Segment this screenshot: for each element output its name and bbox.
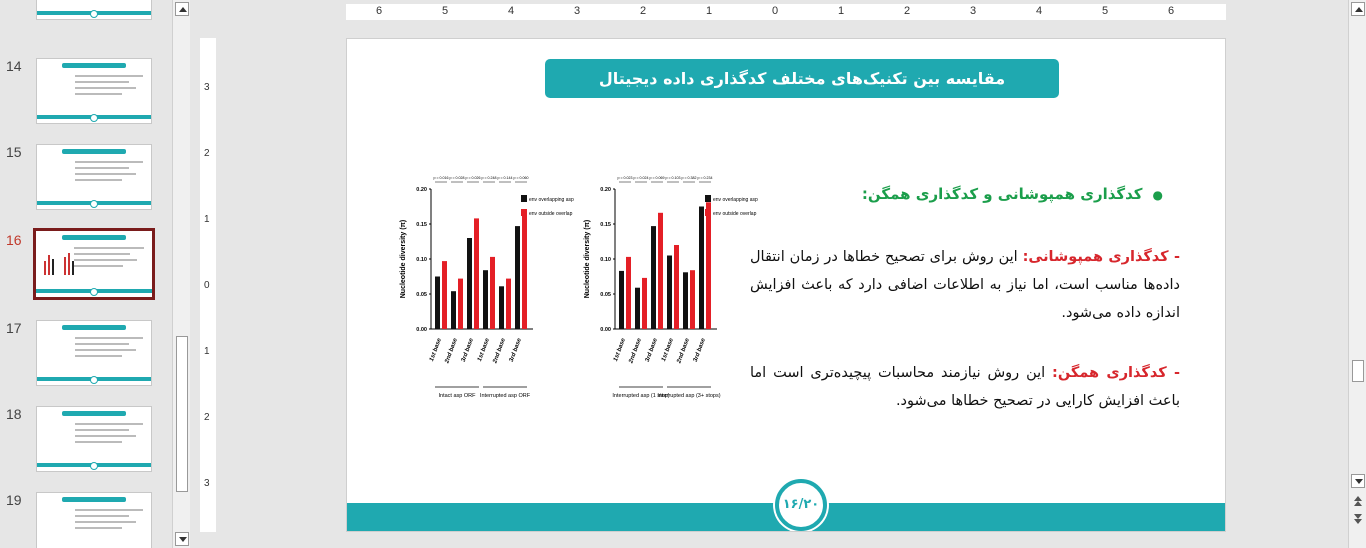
x-tick-label: 2nd base (444, 337, 459, 365)
thumb-title-bar (62, 411, 126, 416)
bar-overlapping (651, 226, 656, 329)
vertical-ruler[interactable] (200, 38, 216, 532)
paragraph-label: - کدگذاری همپوشانی: (1022, 249, 1180, 265)
thumbnail-number: 17 (6, 320, 22, 336)
slide-thumbnail[interactable] (36, 320, 152, 386)
bar-outside (474, 218, 479, 329)
ruler-label: 5 (442, 5, 449, 17)
bar-overlapping (499, 286, 504, 329)
x-tick-label: 1st base (429, 337, 443, 363)
p-value-label: p = 0.023 (617, 176, 633, 180)
bar-outside (690, 270, 695, 329)
thumb-page-circle (90, 288, 98, 296)
paragraph-label: - کدگذاری همگن: (1052, 365, 1180, 381)
slide-thumbnail[interactable] (36, 0, 152, 20)
y-tick-label: 0.15 (416, 222, 427, 228)
bar-outside (674, 245, 679, 329)
slide-thumbnail[interactable] (33, 228, 155, 300)
bar-outside (458, 279, 463, 329)
y-tick-label: 0.15 (600, 222, 611, 228)
thumbnail-row-16[interactable] (0, 232, 172, 312)
legend-swatch (521, 195, 527, 202)
slide-thumbnail[interactable] (36, 144, 152, 210)
paragraph-text: این روش برای تصحیح خطاها در زمان انتقال داده‌ها مناسب است، اما نیاز به اطلاعات اضافی دارد که باعث افزایش اندازه داده می‌شود. (750, 249, 1180, 321)
y-tick-label: 0.20 (416, 187, 427, 193)
y-axis-label: Nucleotide diversity (π) (400, 219, 407, 299)
x-tick-label: 2nd base (676, 337, 691, 365)
p-value-label: p = 0.026 (465, 176, 481, 180)
y-tick-label: 0.00 (600, 327, 611, 333)
scroll-down-arrow-icon[interactable] (175, 532, 189, 546)
ruler-label: 5 (1102, 5, 1109, 17)
legend-swatch (705, 195, 711, 202)
horizontal-ruler[interactable] (346, 4, 1226, 20)
ruler-label: 6 (1168, 5, 1175, 17)
group-label: Interrupted asp (1 stop) (612, 393, 670, 399)
scrollbar-thumb[interactable] (176, 336, 188, 492)
legend-label: env outside overlap (529, 211, 573, 217)
bar-overlapping (619, 271, 624, 329)
thumbnail-scrollbar[interactable] (172, 0, 190, 548)
previous-slide-icon[interactable] (1352, 494, 1364, 508)
p-value-label: p = 0.028 (449, 176, 465, 180)
slide-scrollbar[interactable] (1348, 0, 1366, 548)
slide-thumbnail[interactable] (36, 58, 152, 124)
x-tick-label: 2nd base (492, 337, 507, 365)
thumbnail-row-19[interactable] (0, 492, 172, 548)
p-value-label: p = 0.382 (681, 176, 697, 180)
bar-overlapping (467, 238, 472, 329)
thumbnail-number: 16 (6, 232, 22, 248)
ruler-label: 6 (376, 5, 383, 17)
legend-swatch (705, 209, 711, 216)
thumb-text-lines (75, 75, 143, 99)
thumb-text-lines (75, 161, 143, 185)
ruler-label: 2 (904, 5, 911, 17)
scroll-down-arrow-icon[interactable] (1351, 474, 1365, 488)
thumbnail-number: 18 (6, 406, 22, 422)
ruler-label: 4 (508, 5, 515, 17)
bar-outside (642, 278, 647, 329)
thumb-title-bar (62, 63, 126, 68)
y-axis-label: Nucleotide diversity (π) (584, 219, 591, 299)
thumb-text-lines (75, 337, 143, 361)
ruler-label: 3 (970, 5, 977, 17)
x-tick-label: 3rd base (644, 337, 659, 363)
x-tick-label: 1st base (477, 337, 491, 363)
p-value-label: p = 0.069 (649, 176, 665, 180)
thumb-chart-art (42, 247, 82, 277)
paragraph-text: این روش نیازمند محاسبات پیچیده‌تری است اما باعث افزایش کارایی در تصحیح خطاها می‌شود. (750, 365, 1180, 409)
thumb-page-circle (90, 462, 98, 470)
legend-label: env outside overlap (713, 211, 757, 217)
p-value-label: p = 0.060 (513, 176, 529, 180)
thumbnail-row-18[interactable] (0, 406, 172, 486)
ruler-label: 3 (574, 5, 581, 17)
thumb-page-circle (90, 10, 98, 18)
ruler-label: 2 (204, 148, 210, 159)
slide-title[interactable]: مقایسه بین تکنیک‌های مختلف کدگذاری داده دیجیتال (545, 59, 1059, 98)
y-tick-label: 0.05 (600, 292, 611, 298)
bar-overlapping (635, 288, 640, 329)
slide-canvas[interactable] (346, 38, 1226, 532)
next-slide-icon[interactable] (1352, 512, 1364, 526)
bar-overlapping (699, 207, 704, 330)
ruler-label: 1 (838, 5, 845, 17)
thumb-page-circle (90, 114, 98, 122)
thumb-title-bar (62, 149, 126, 154)
group-label: Interrupted asp ORF (479, 393, 531, 399)
ruler-label: 2 (204, 412, 210, 423)
x-tick-label: 3rd base (460, 337, 475, 363)
bar-outside (442, 261, 447, 329)
thumbnail-number: 15 (6, 144, 22, 160)
p-value-label: p = 0.016 (433, 176, 449, 180)
chart-intact-vs-interrupted-orf (397, 169, 577, 409)
scroll-up-arrow-icon[interactable] (1351, 2, 1365, 16)
ruler-label: 0 (204, 280, 210, 291)
p-value-label: p = 0.103 (665, 176, 681, 180)
p-value-label: p = 0.144 (497, 176, 513, 180)
thumbnail-row-15[interactable] (0, 144, 172, 224)
bar-outside (658, 213, 663, 329)
bar-overlapping (667, 256, 672, 330)
bullet-heading[interactable] (803, 185, 1163, 203)
slide-thumbnail[interactable] (36, 406, 152, 472)
group-label: Intact asp ORF (438, 393, 476, 399)
p-value-label: p = 0.234 (697, 176, 713, 180)
slide-page-number: ۱۶/۲۰ (775, 479, 827, 531)
bar-overlapping (483, 270, 488, 329)
bar-outside (490, 257, 495, 329)
y-tick-label: 0.05 (416, 292, 427, 298)
ruler-label: 1 (204, 214, 210, 225)
slide-thumbnail[interactable] (36, 492, 152, 548)
scrollbar-thumb[interactable] (1352, 360, 1364, 382)
p-value-label: p = 0.024 (633, 176, 649, 180)
ruler-label: 1 (706, 5, 713, 17)
scroll-up-arrow-icon[interactable] (175, 2, 189, 16)
thumbnail-number: 14 (6, 58, 22, 74)
ruler-label: 0 (772, 5, 779, 17)
bar-overlapping (451, 291, 456, 329)
y-tick-label: 0.00 (416, 327, 427, 333)
bar-overlapping (435, 277, 440, 330)
bar-outside (706, 202, 711, 329)
bar-outside (626, 257, 631, 329)
legend-label: env overlapping asp (529, 197, 574, 203)
ruler-label: 4 (1036, 5, 1043, 17)
x-tick-label: 1st base (613, 337, 627, 363)
thumb-page-circle (90, 376, 98, 384)
ruler-label: 3 (204, 478, 210, 489)
thumb-title-bar (62, 497, 126, 502)
thumbnail-number: 19 (6, 492, 22, 508)
thumbnail-row-13[interactable] (0, 0, 172, 34)
thumb-text-lines (75, 509, 143, 533)
bar-outside (506, 279, 511, 329)
ruler-label: 3 (204, 82, 210, 93)
thumb-page-circle (90, 200, 98, 208)
x-tick-label: 3rd base (692, 337, 707, 363)
ruler-label: 1 (204, 346, 210, 357)
x-tick-label: 1st base (661, 337, 675, 363)
bar-overlapping (683, 272, 688, 329)
y-tick-label: 0.20 (600, 187, 611, 193)
slide-thumbnail-pane (0, 0, 172, 548)
chart-interrupted-stops (581, 169, 761, 409)
p-value-label: p = 0.248 (481, 176, 497, 180)
paragraph-overlapping-coding[interactable] (750, 243, 1180, 327)
bullet-dot-icon: ● (1152, 188, 1163, 202)
bar-outside (522, 215, 527, 329)
group-label: Interrupted asp (3+ stops) (657, 393, 721, 399)
y-tick-label: 0.10 (416, 257, 427, 263)
bullet-text: کدگذاری همپوشانی و کدگذاری همگن: (861, 185, 1143, 203)
legend-swatch (521, 209, 527, 216)
thumbnail-row-17[interactable] (0, 320, 172, 400)
bar-overlapping (515, 226, 520, 329)
x-tick-label: 2nd base (628, 337, 643, 365)
thumb-title-bar (62, 235, 127, 240)
y-tick-label: 0.10 (600, 257, 611, 263)
thumb-text-lines (74, 247, 144, 271)
ruler-label: 2 (640, 5, 647, 17)
paragraph-homogeneous-coding[interactable] (750, 359, 1180, 415)
x-tick-label: 3rd base (508, 337, 523, 363)
legend-label: env overlapping asp (713, 197, 758, 203)
thumb-text-lines (75, 423, 143, 447)
thumb-title-bar (62, 325, 126, 330)
thumbnail-row-14[interactable] (0, 58, 172, 138)
